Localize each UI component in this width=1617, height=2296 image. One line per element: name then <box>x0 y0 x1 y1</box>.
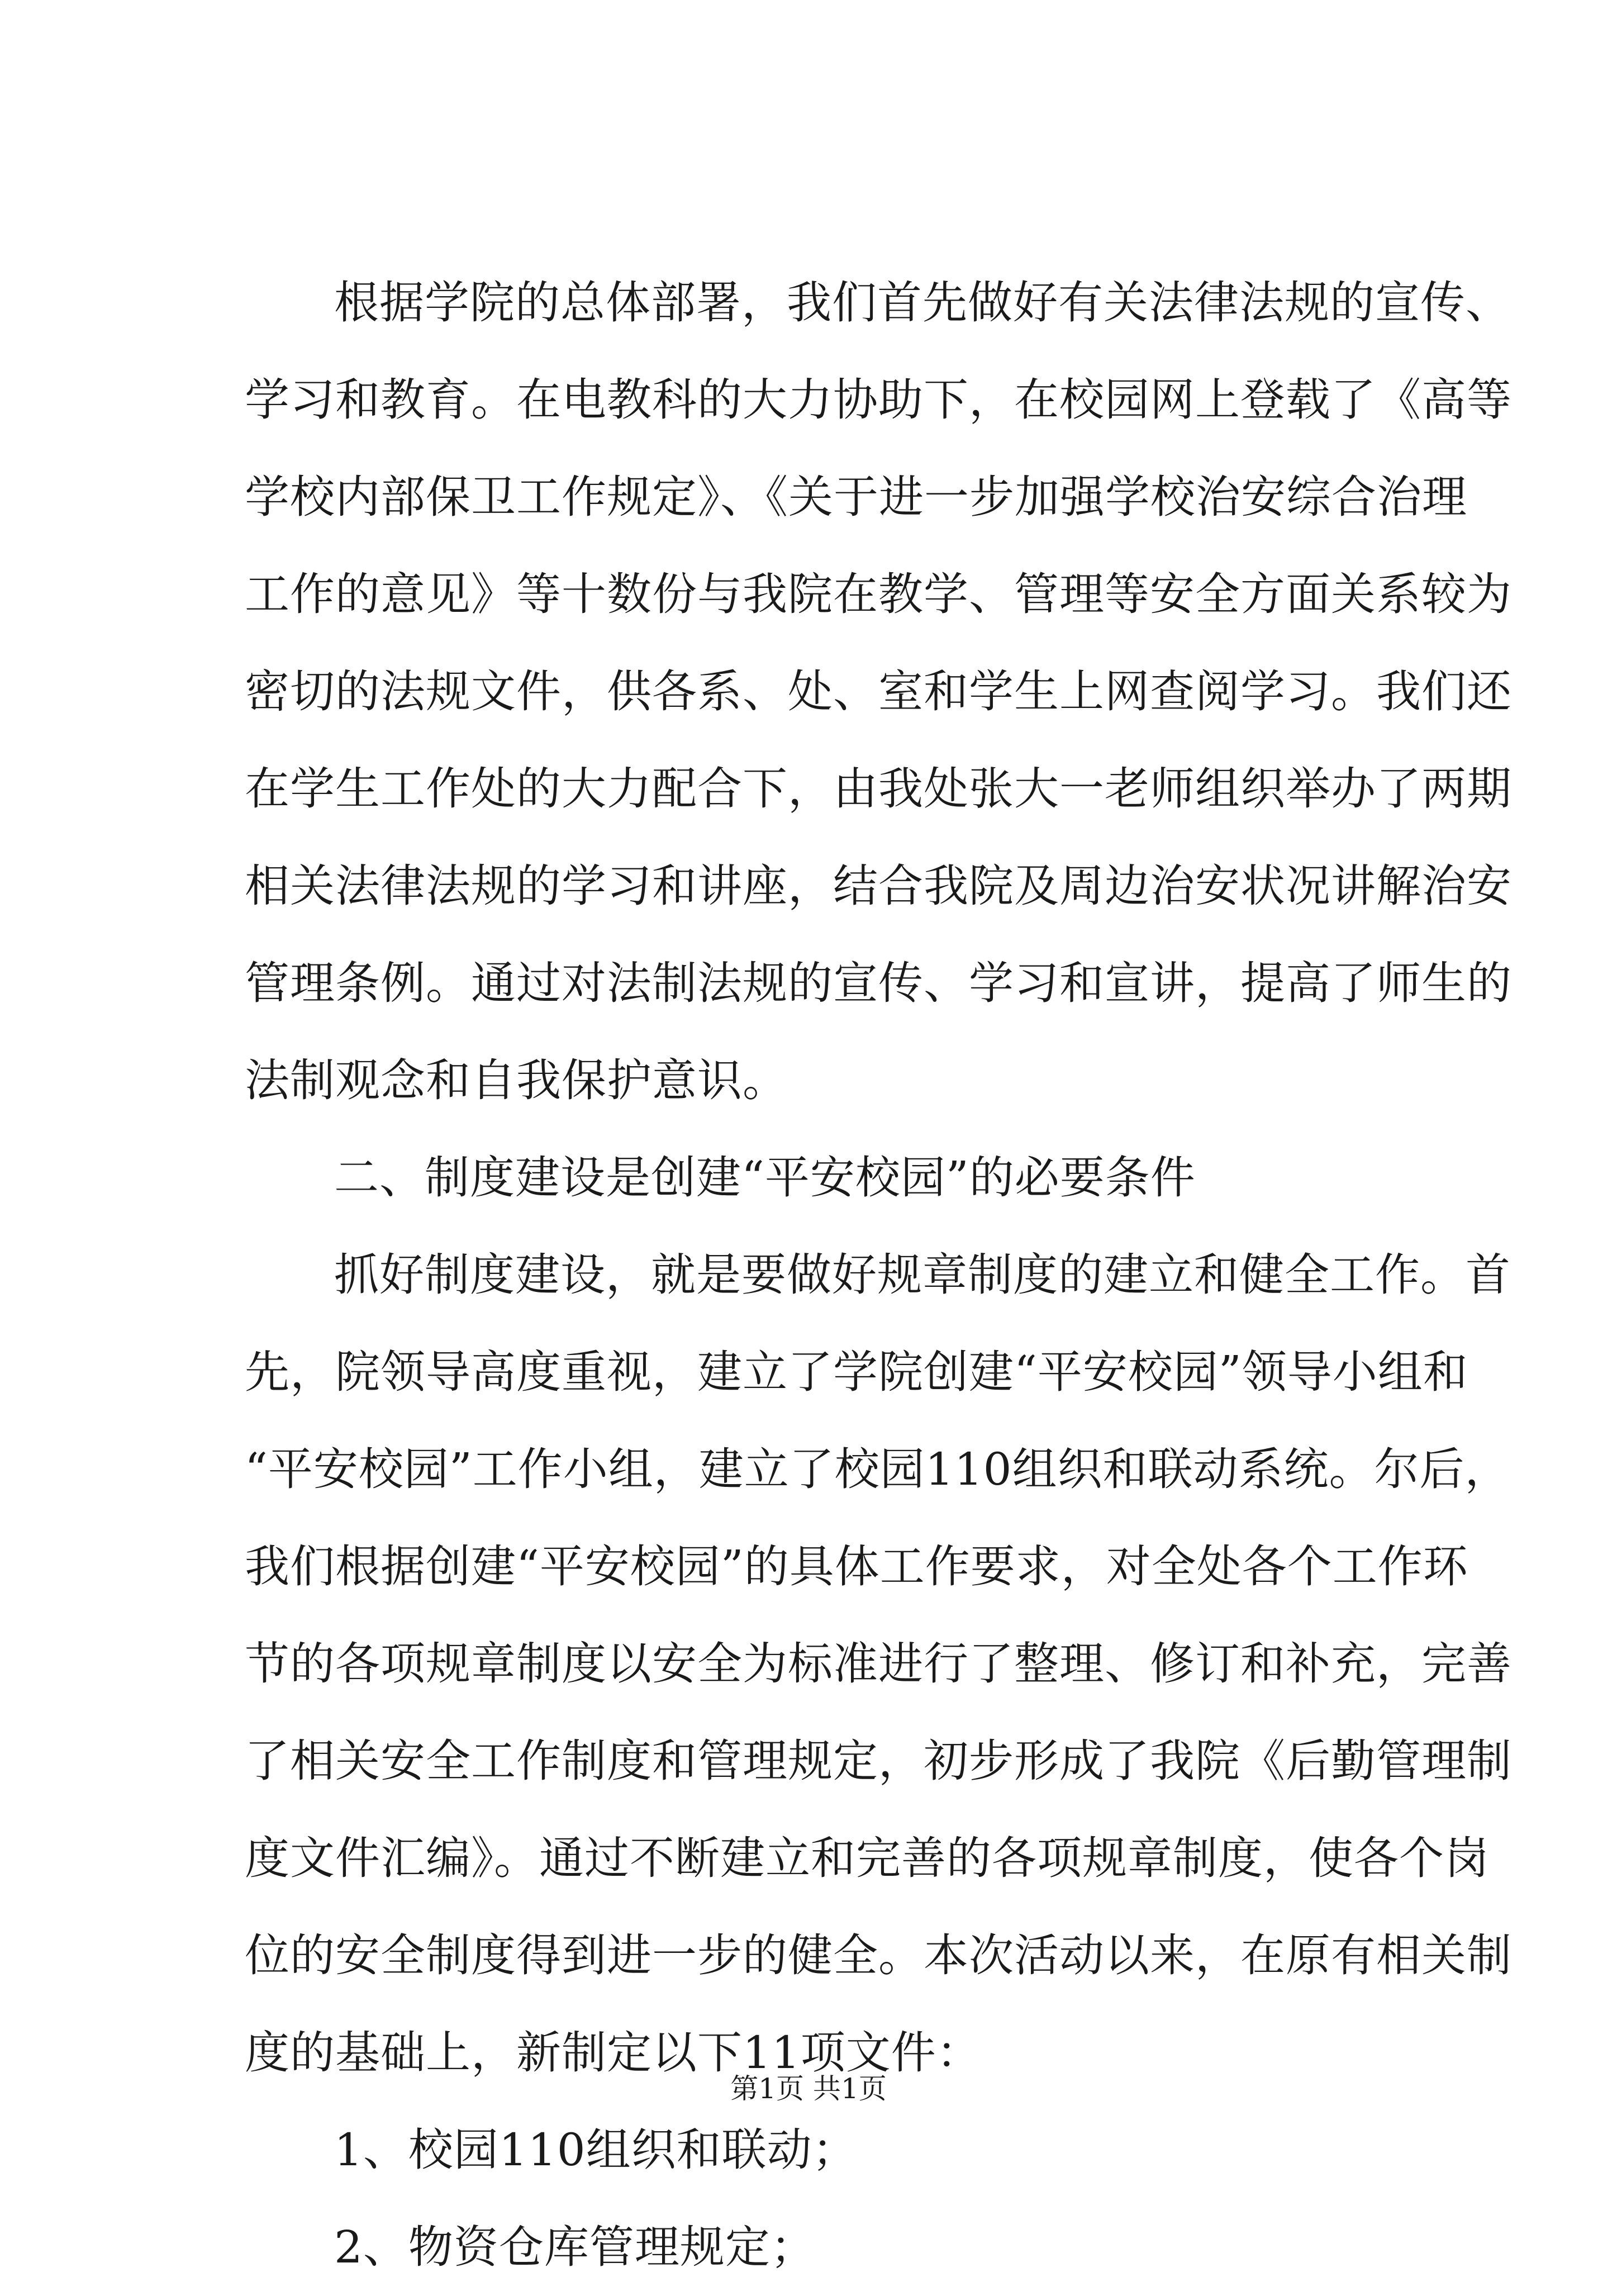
paragraph-line: 先，院领导高度重视，建立了学院创建“平安校园”领导小组和 <box>245 1346 1468 1398</box>
paragraph-line: 抓好制度建设，就是要做好规章制度的建立和健全工作。首 <box>334 1249 1511 1301</box>
paragraph-line: 管理条例。通过对法制法规的宣传、学习和宣讲，提高了师生的 <box>245 957 1512 1009</box>
paragraph-line: 密切的法规文件，供各系、处、室和学生上网查阅学习。我们还 <box>245 665 1512 717</box>
page-footer: 第1页 共1页 <box>730 2072 887 2105</box>
paragraph-line: 根据学院的总体部署，我们首先做好有关法律法规的宣传、 <box>334 277 1511 329</box>
paragraph-line: 法制观念和自我保护意识。 <box>245 1054 788 1106</box>
paragraph-line: “平安校园”工作小组，建立了校园110组织和联动系统。尔后， <box>245 1443 1510 1495</box>
section-heading: 二、制度建设是创建“平安校园”的必要条件 <box>334 1152 1196 1204</box>
paragraph-line: 了相关安全工作制度和管理规定，初步形成了我院《后勤管理制 <box>245 1735 1512 1787</box>
paragraph-line: 节的各项规章制度以安全为标准进行了整理、修订和补充，完善 <box>245 1638 1512 1690</box>
paragraph-line: 位的安全制度得到进一步的健全。本次活动以来，在原有相关制 <box>245 1929 1512 1981</box>
list-item: 1、校园110组织和联动； <box>334 2124 858 2176</box>
paragraph-line: 我们根据创建“平安校园”的具体工作要求，对全处各个工作环 <box>245 1541 1468 1593</box>
paragraph-line: 度文件汇编》。通过不断建立和完善的各项规章制度，使各个岗 <box>245 1832 1490 1884</box>
list-item: 2、物资仓库管理规定； <box>334 2221 816 2273</box>
paragraph-line: 相关法律法规的学习和讲座，结合我院及周边治安状况讲解治安 <box>245 860 1512 912</box>
paragraph-line: 度的基础上，新制定以下11项文件： <box>245 2027 982 2079</box>
paragraph-line: 工作的意见》等十数份与我院在教学、管理等安全方面关系较为 <box>245 568 1512 620</box>
paragraph-line: 学校内部保卫工作规定》、《关于进一步加强学校治安综合治理 <box>245 471 1467 523</box>
paragraph-line: 在学生工作处的大力配合下，由我处张大一老师组织举办了两期 <box>245 763 1512 815</box>
document-body <box>245 254 1512 2296</box>
paragraph-line: 学习和教育。在电教科的大力协助下，在校园网上登载了《高等 <box>245 374 1512 426</box>
